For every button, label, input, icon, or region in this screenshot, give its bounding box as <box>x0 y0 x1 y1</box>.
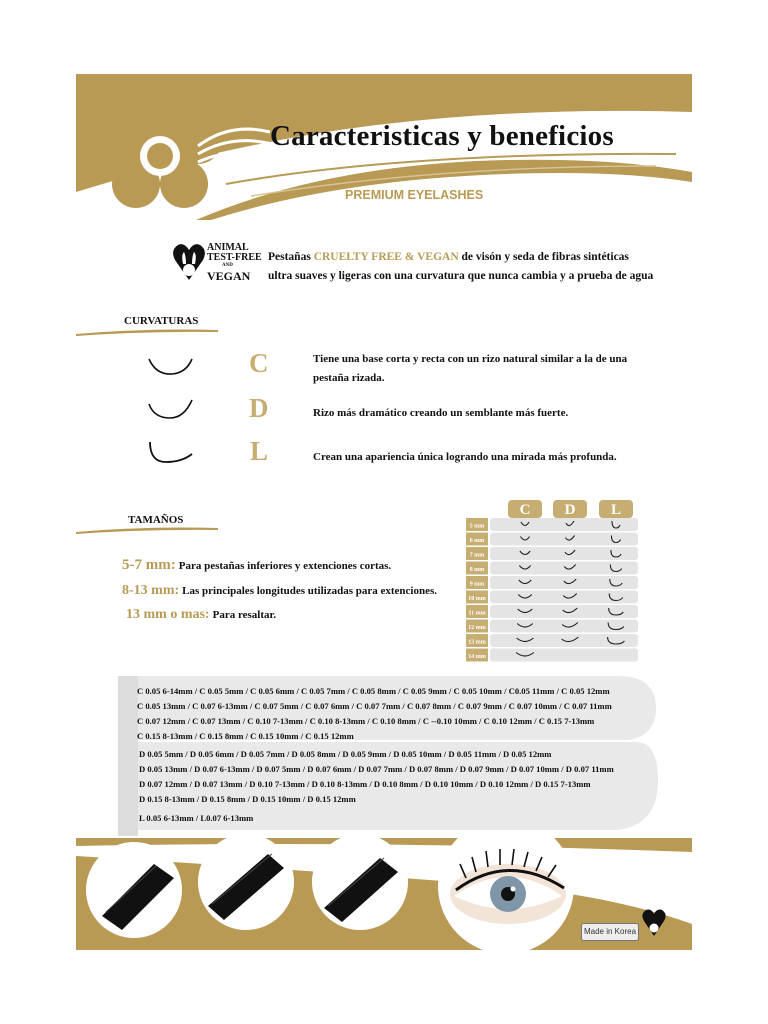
curve-letter-c: C <box>249 348 269 378</box>
intro-text-1: de visón y seda de fibras sintéticas <box>458 251 629 263</box>
size-table-row <box>490 591 638 604</box>
spec-c-line-2: C 0.05 13mm / C 0.07 6-13mm / C 0.07 5mm / C 0.07 6mm / C 0.07 7mm / C 0.07 8mm / C 0.07 9mm / C 0.07 10mm / C 0.07 11mm <box>137 701 612 711</box>
size-range-3: 13 mm o mas: <box>126 607 210 622</box>
spec-c-line-4: C 0.15 8-13mm / C 0.15 8mm / C 0.15 10mm / C 0.15 12mm <box>137 731 354 741</box>
curve-desc-l: Crean una apariencia única logrando una mirada más profunda. <box>313 451 617 463</box>
spec-c-line-1: C 0.05 6-14mm / C 0.05 5mm / C 0.05 6mm / C 0.05 7mm / C 0.05 8mm / C 0.05 9mm / C 0.05 10mm / C0.05 11mm / C 0.05 12mm <box>137 686 610 696</box>
size-range-2: 8-13 mm: <box>122 583 180 598</box>
curve-letter-l: L <box>250 436 269 466</box>
spec-c-line-3: C 0.07 12mm / C 0.07 13mm / C 0.10 7-13mm / C 0.10 8-13mm / C 0.10 8mm / C --0.10 10mm / C 0.10 12mm / C 0.15 7-13mm <box>137 716 595 726</box>
intro-text <box>268 248 688 286</box>
badge-line-1: ANIMAL <box>207 242 249 253</box>
size-line-2 <box>122 583 437 599</box>
size-text-2: Las principales longitudes utilizadas para extenciones. <box>182 585 438 597</box>
spec-l-line: L 0.05 6-13mm / L0.07 6-13mm <box>139 813 254 823</box>
size-table-row-label: 9 mm <box>469 581 485 588</box>
curve-letter-d: D <box>249 393 269 423</box>
size-line-1 <box>122 557 391 574</box>
page-title: Caracteristicas y beneficios <box>270 120 614 152</box>
size-text-1: Para pestañas inferiores y extenciones cortas. <box>178 560 392 572</box>
bunny-heart-icon <box>172 242 206 282</box>
badge-line-2: TEST-FREE <box>207 252 262 263</box>
size-table-row-label: 7 mm <box>469 552 485 559</box>
size-table-row <box>490 547 638 560</box>
size-table-header-c: C <box>519 502 531 518</box>
size-table-row-label: 11 mm <box>468 610 486 617</box>
size-table-row <box>490 576 638 589</box>
spec-d-line-4: D 0.15 8-13mm / D 0.15 8mm / D 0.15 10mm / D 0.15 12mm <box>139 794 356 804</box>
page-subtitle: PREMIUM EYELASHES <box>345 188 484 202</box>
badge-line-3: AND <box>222 263 233 268</box>
tamanos-label: TAMAÑOS <box>128 514 184 526</box>
intro-prefix: Pestañas <box>268 251 314 263</box>
spec-d-line-3: D 0.07 12mm / D 0.07 13mm / D 0.10 7-13mm / D 0.10 8-13mm / D 0.10 8mm / D 0.10 10mm / D 0.10 12mm / D 0.15 7-13mm <box>139 779 591 789</box>
curve-c-icon <box>146 355 196 377</box>
size-table-row-label: 13 mm <box>468 639 486 646</box>
made-in-korea-label: Made in Korea <box>581 923 639 941</box>
lash-tray-3-image <box>312 838 408 930</box>
curvaturas-underline <box>76 326 218 336</box>
size-table <box>466 500 642 666</box>
size-table-row <box>490 518 638 531</box>
curve-desc-d: Rizo más dramático creando un semblante más fuerte. <box>313 407 569 419</box>
lash-tray-1-image <box>86 842 182 938</box>
size-table-header-l: L <box>610 502 622 518</box>
tamanos-underline <box>76 524 218 534</box>
size-table-row-label: 12 mm <box>468 625 486 631</box>
curve-l-icon <box>146 440 196 466</box>
spec-d-line-2: D 0.05 13mm / D 0.07 6-13mm / D 0.07 5mm / D 0.07 6mm / D 0.07 7mm / D 0.07 8mm / D 0.07 9mm / D 0.07 10mm / D 0.07 11mm <box>139 764 614 774</box>
curve-d-icon <box>146 398 196 422</box>
vegan-badge <box>170 242 262 286</box>
size-table-row-label: 8 mm <box>469 567 485 573</box>
size-table-row-label: 6 mm <box>469 538 485 544</box>
size-line-3 <box>126 607 276 623</box>
curvaturas-label: CURVATURAS <box>124 315 199 327</box>
eye-closeup-image <box>438 838 574 950</box>
size-table-row-label: 5 mm <box>469 523 485 530</box>
size-table-header-d: D <box>564 502 576 518</box>
intro-text-2: ultra suaves y ligeras con una curvatura que nunca cambia y a prueba de agua <box>268 270 654 282</box>
badge-line-4: VEGAN <box>207 269 251 283</box>
size-range-1: 5-7 mm: <box>122 557 176 573</box>
lash-tray-2-image <box>198 838 294 930</box>
specs-panel-edge <box>118 676 138 836</box>
size-text-3: Para resaltar. <box>212 609 277 621</box>
size-table-row <box>490 649 638 662</box>
size-table-row <box>490 562 638 575</box>
intro-highlight: CRUELTY FREE & VEGAN <box>313 251 459 263</box>
size-table-row-label: 10 mm <box>468 596 486 602</box>
spec-d-line-1: D 0.05 5mm / D 0.05 6mm / D 0.05 7mm / D 0.05 8mm / D 0.05 9mm / D 0.05 10mm / D 0.05 11mm / D 0.05 12mm <box>139 749 552 759</box>
curve-desc-c: Tiene una base corta y recta con un rizo natural similar a la de una pestaña rizada. <box>313 353 628 384</box>
size-table-row-label: 14 mm <box>468 654 486 660</box>
size-table-row <box>490 533 638 546</box>
